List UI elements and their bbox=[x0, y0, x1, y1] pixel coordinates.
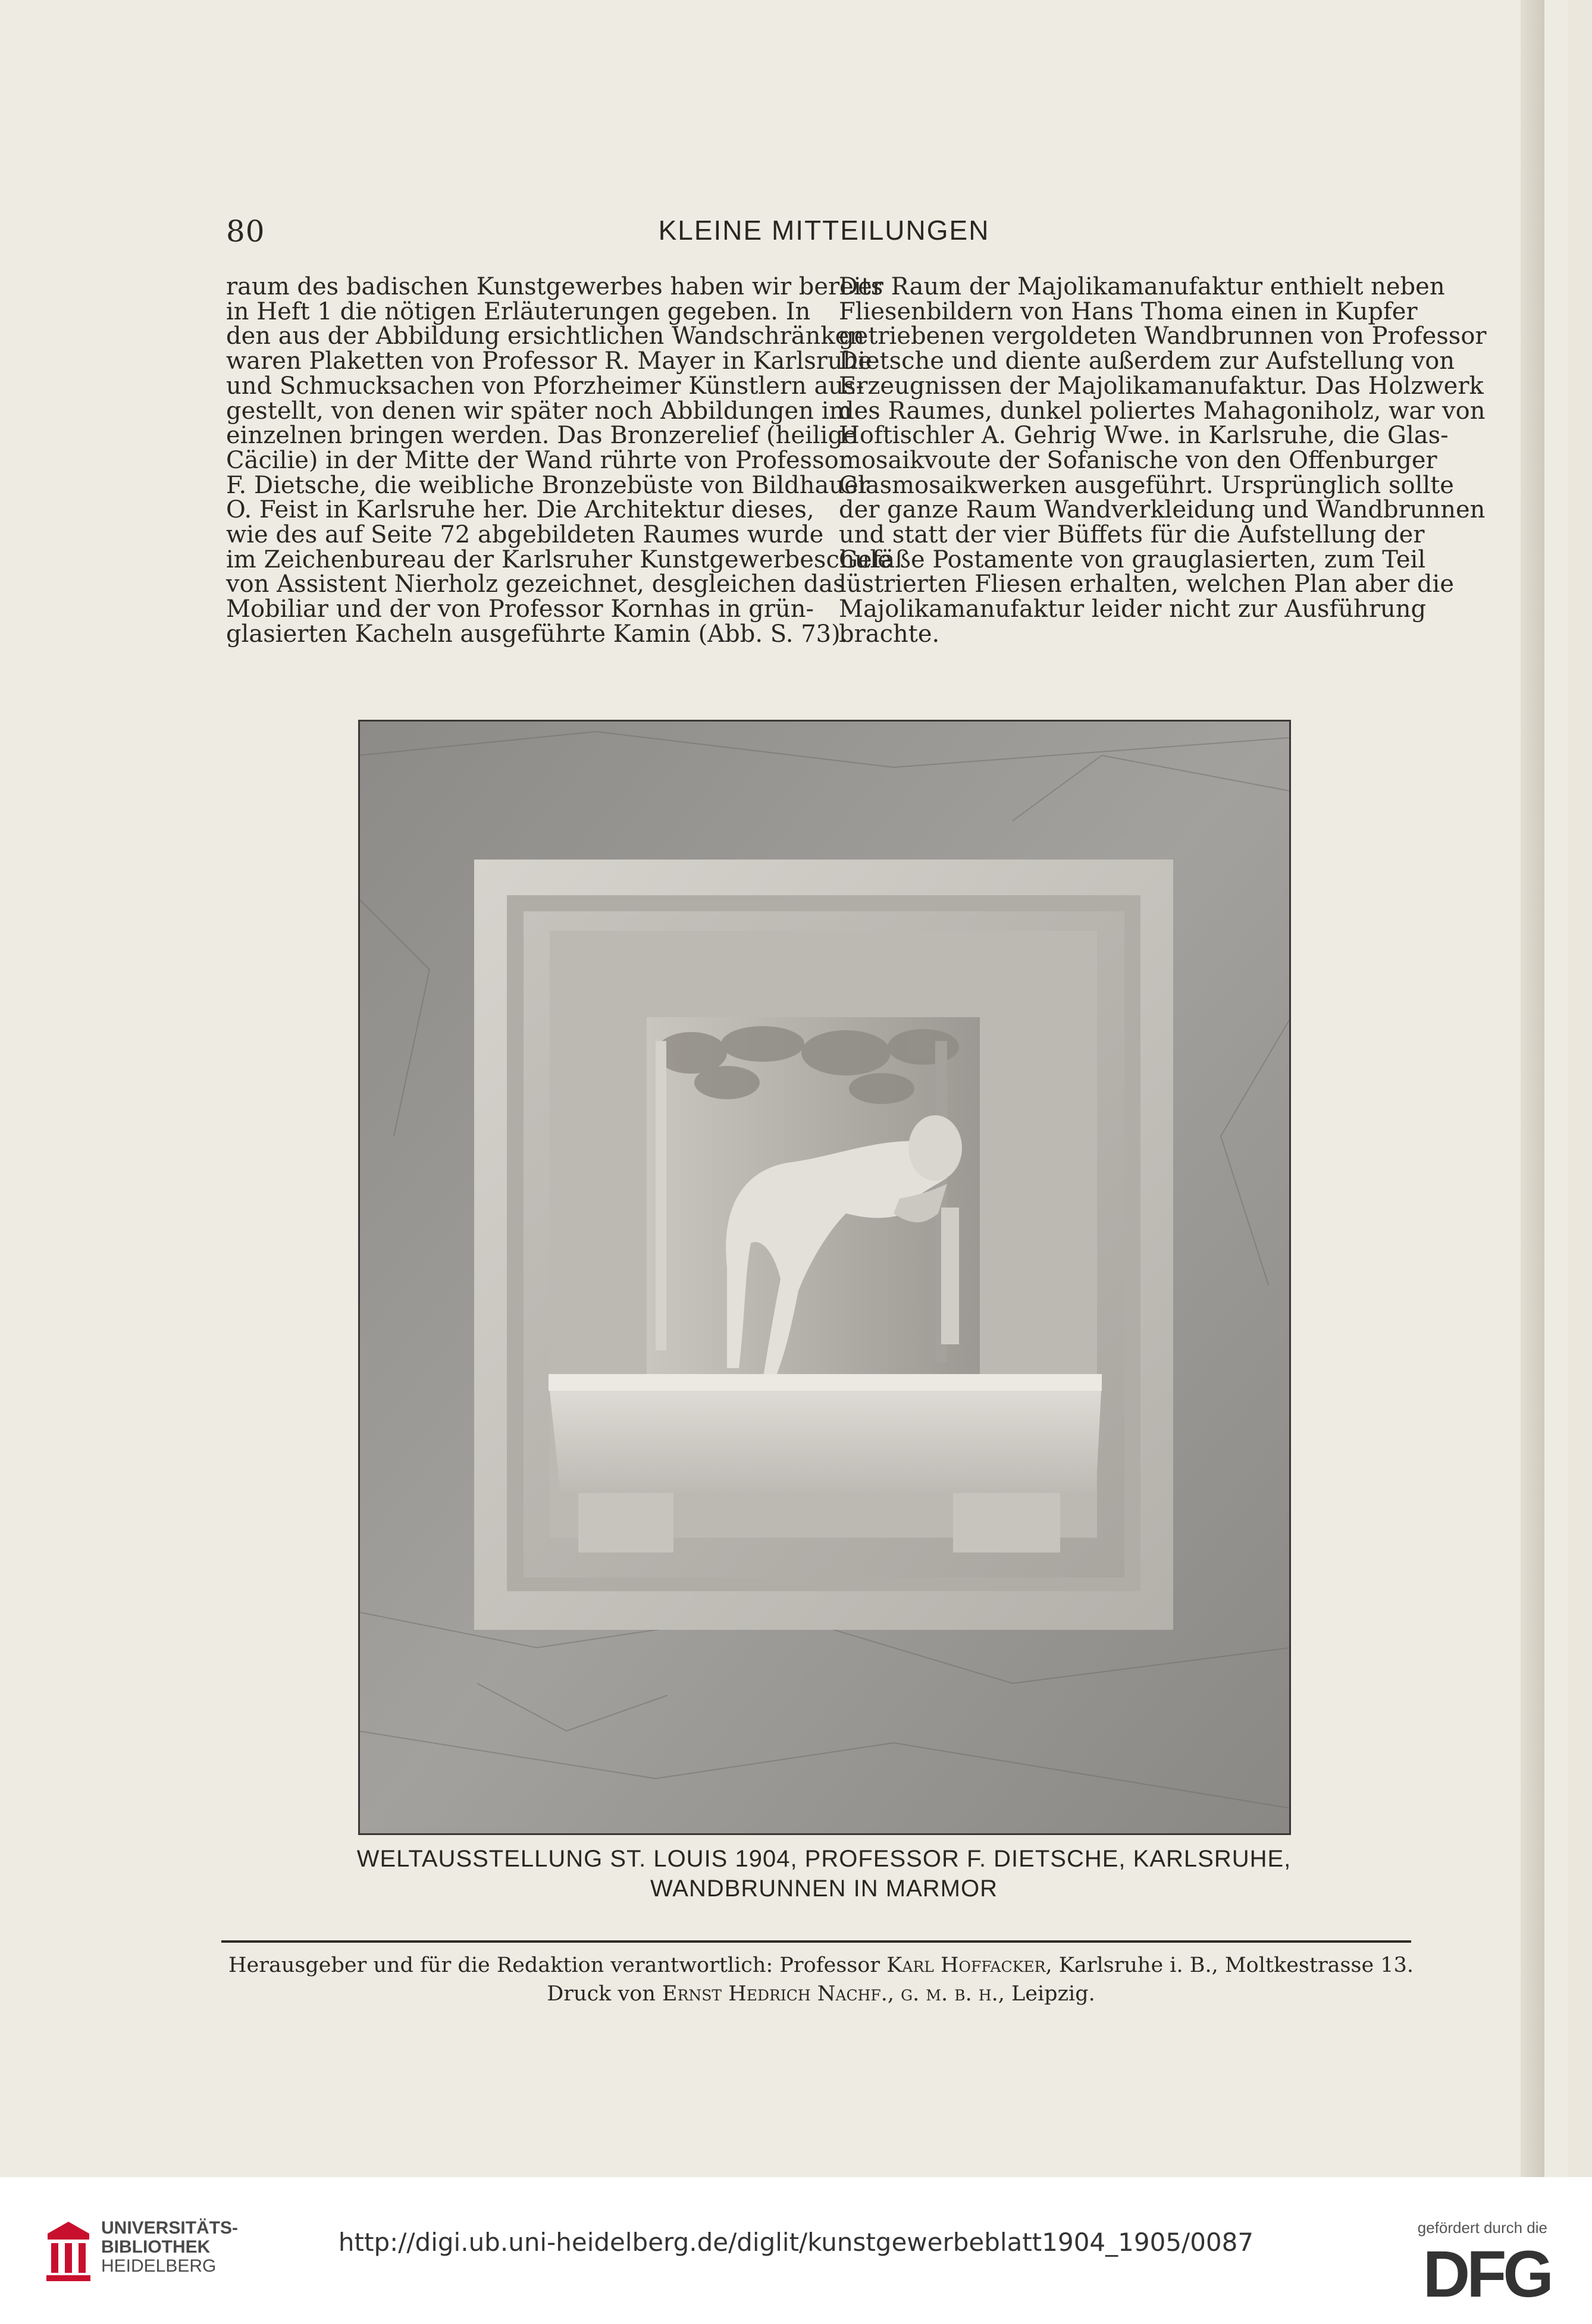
publisher-imprint bbox=[226, 1951, 1416, 2008]
text-line: Erzeugnissen der Majolikamanufaktur. Das Holzwerk bbox=[839, 372, 1484, 400]
company-form: g. m. b. h. bbox=[901, 1982, 998, 2006]
text-line: einzelnen bringen werden. Das Bronzerelief (heilige bbox=[226, 422, 857, 450]
imprint-text: , Leipzig. bbox=[998, 1982, 1095, 2006]
text-line: Der Raum der Majolikamanufaktur enthielt neben bbox=[839, 273, 1445, 300]
right-paragraph bbox=[839, 273, 1487, 648]
text-line: Gefäße Postamente von grauglasierten, zum Teil bbox=[839, 545, 1426, 573]
text-line: der ganze Raum Wandverkleidung und Wandbrunnen bbox=[839, 496, 1486, 524]
digitization-footer bbox=[0, 2177, 1592, 2324]
dfg-logo: DFG bbox=[1422, 2238, 1550, 2311]
text-line: von Assistent Nierholz gezeichnet, desgleichen das bbox=[226, 570, 845, 598]
text-line: glasierten Kacheln ausgeführte Kamin (Abb. S. 73). bbox=[226, 620, 848, 648]
divider-rule bbox=[221, 1940, 1411, 1943]
text-line: den aus der Abbildung ersichtlichen Wandschränken bbox=[226, 322, 865, 350]
imprint-text: , bbox=[887, 1982, 901, 2006]
page-edge-shadow bbox=[1521, 0, 1544, 2177]
library-name-line: HEIDELBERG bbox=[101, 2256, 217, 2276]
funding-note: gefördert durch die bbox=[1417, 2219, 1547, 2237]
page-number: 80 bbox=[226, 214, 265, 249]
text-line: und Schmucksachen von Pforzheimer Künstlern aus- bbox=[226, 372, 864, 400]
imprint-text: Herausgeber und für die Redaktion verantwortlich: Professor bbox=[228, 1953, 887, 1977]
text-line: Fliesenbildern von Hans Thoma einen in Kupfer bbox=[839, 297, 1418, 325]
text-line: wie des auf Seite 72 abgebildeten Raumes wurde bbox=[226, 521, 824, 549]
marble-fountain-relief-photo bbox=[358, 720, 1291, 1835]
text-line: mosaikvoute der Sofanische von den Offenburger bbox=[839, 446, 1437, 474]
library-name-line: BIBLIOTHEK bbox=[101, 2237, 211, 2257]
library-name-line: UNIVERSITÄTS- bbox=[101, 2218, 239, 2238]
text-line: raum des badischen Kunstgewerbes haben wir bereits bbox=[226, 273, 883, 300]
text-line: Glasmosaikwerken ausgeführt. Ursprünglich sollte bbox=[839, 471, 1454, 499]
imprint-line-editor bbox=[226, 1951, 1416, 1980]
text-line: des Raumes, dunkel poliertes Mahagoniholz, war von bbox=[839, 397, 1486, 425]
editor-name: Karl Hoffacker bbox=[886, 1953, 1046, 1977]
page-header bbox=[226, 214, 1422, 256]
caption-line: WANDBRUNNEN IN MARMOR bbox=[650, 1875, 998, 1902]
text-line: Dietsche und diente außerdem zur Aufstellung von bbox=[839, 347, 1455, 375]
text-line: im Zeichenbureau der Karlsruher Kunstgewerbeschule bbox=[226, 545, 892, 573]
text-line: waren Plaketten von Professor R. Mayer in Karlsruhe bbox=[226, 347, 873, 375]
text-line: Hoftischler A. Gehrig Wwe. in Karlsruhe, die Glas- bbox=[839, 422, 1449, 450]
imprint-line-printer bbox=[226, 1980, 1416, 2008]
imprint-text: Druck von bbox=[547, 1982, 663, 2006]
permalink-url[interactable]: http://digi.ub.uni-heidelberg.de/diglit/kunstgewerbeblatt1904_1905/0087 bbox=[338, 2228, 1254, 2257]
running-title: KLEINE MITTEILUNGEN bbox=[658, 215, 990, 246]
caption-line: WELTAUSSTELLUNG ST. LOUIS 1904, PROFESSOR F. DIETSCHE, KARLSRUHE, bbox=[356, 1846, 1292, 1872]
text-line: gestellt, von denen wir später noch Abbildungen im bbox=[226, 397, 852, 425]
text-line: Mobiliar und der von Professor Kornhas in grün- bbox=[226, 595, 814, 623]
text-line: getriebenen vergoldeten Wandbrunnen von Professor bbox=[839, 322, 1487, 350]
figure-caption bbox=[226, 1844, 1422, 1903]
text-line: Cäcilie) in der Mitte der Wand rührte von Professor bbox=[226, 446, 850, 474]
text-line: Majolikamanufaktur leider nicht zur Ausführung bbox=[839, 595, 1427, 623]
imprint-text: , Karlsruhe i. B., Moltkestrasse 13. bbox=[1045, 1953, 1414, 1977]
text-line: O. Feist in Karlsruhe her. Die Architektur dieses, bbox=[226, 496, 814, 524]
printer-name: Ernst Hedrich Nachf. bbox=[662, 1982, 888, 2006]
text-line: und statt der vier Büffets für die Aufstellung der bbox=[839, 521, 1425, 549]
text-line: in Heft 1 die nötigen Erläuterungen gegeben. In bbox=[226, 297, 811, 325]
text-line: lüstrierten Fliesen erhalten, welchen Plan aber die bbox=[839, 570, 1454, 598]
text-line: brachte. bbox=[839, 620, 940, 648]
text-column-right bbox=[839, 273, 1487, 648]
text-line: F. Dietsche, die weibliche Bronzebüste von Bildhauer bbox=[226, 471, 870, 499]
